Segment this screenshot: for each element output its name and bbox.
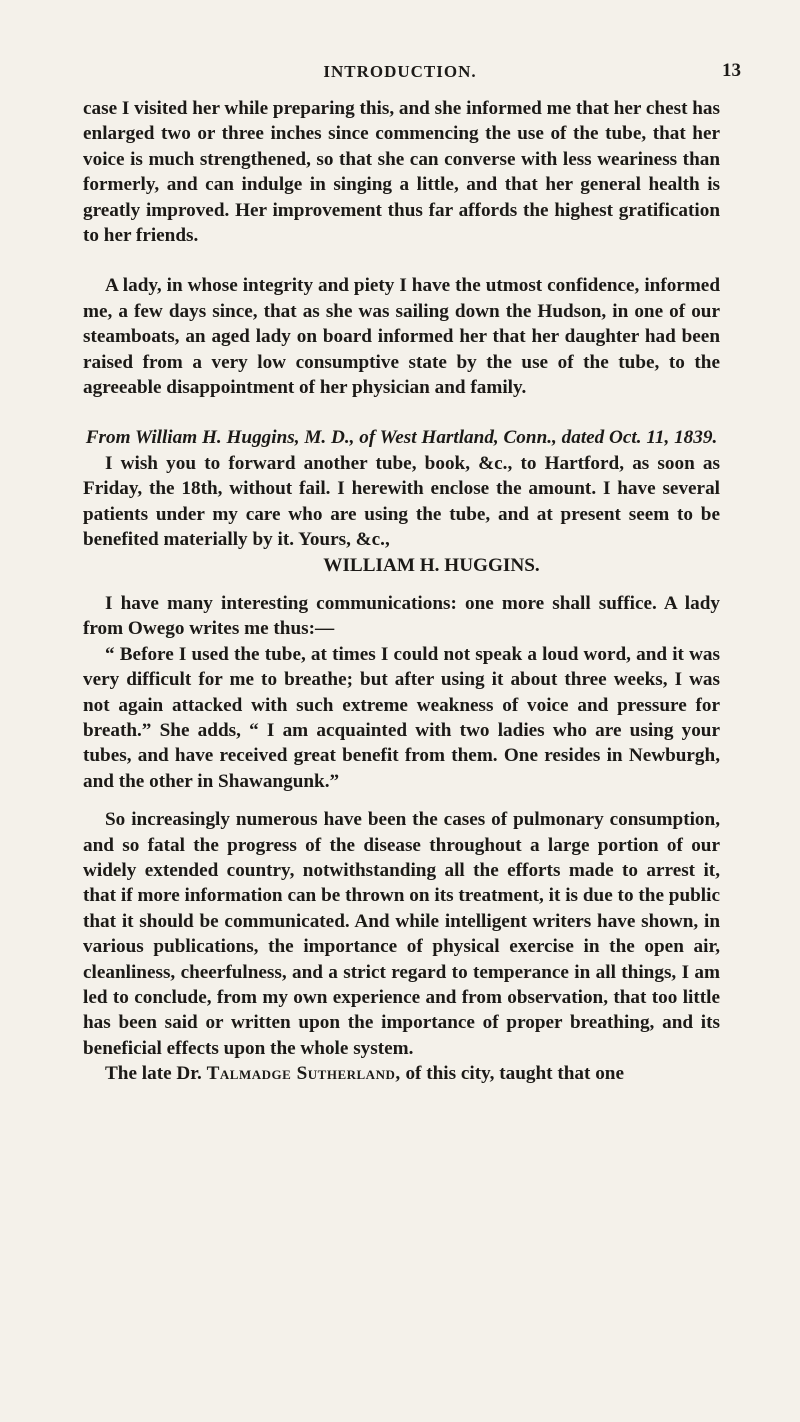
paragraph-owego-quote: “ Before I used the tube, at times I could not speak a loud word, and it was very difficult for me to breathe; but after using it about three weeks, I was not again attacked with such extreme weakness of voice and pressure for breath.” She adds, “ I am acquainted with two ladies who are using your tubes, and have received great benefit from them. One resides in Newburgh, and the other in Shawangunk.” [83, 643, 720, 792]
letter-heading: From William H. Huggins, M. D., of West Hartland, Conn., dated Oct. 11, 1839. [85, 427, 718, 449]
letter-signature: WILLIAM H. HUGGINS. [323, 554, 540, 576]
paragraph-sutherland [83, 1061, 720, 1086]
paragraph-communications: I have many interesting communications: one more shall suffice. A lady from Owego writes me thus:— [83, 592, 720, 640]
body-text [83, 96, 720, 1087]
paragraph-consumption: So increasingly numerous have been the cases of pulmonary consumption, and so fatal the progress of the disease throughout a large portion of our widely extended country, notwithstanding all the efforts made to arrest it, that if more information can be thrown on its treatment, it is due to the public that it should be communicated. And while intelligent writers have shown, in various publications, the importance of physical exercise in the open air, cleanliness, cheerfulness, and a strict regard to temperance in all things, I am led to conclude, from my own experience and from observation, that too little has been said or written upon the importance of proper breathing, and its beneficial effects upon the whole system. [83, 809, 720, 1059]
page-number: 13 [722, 60, 741, 81]
sutherland-lead: The late Dr. [105, 1063, 202, 1085]
running-title: INTRODUCTION. [323, 62, 477, 81]
running-header [0, 60, 800, 90]
paragraph-lady-steamboat: A lady, in whose integrity and piety I have the utmost confidence, informed me, a few days since, that as she was sailing down the Hudson, in one of our steamboats, an aged lady on board informed her that her daughter had been raised from a very low consumptive state by the use of the tube, to the agreeable disappointment of her physician and family. [83, 275, 720, 399]
sutherland-name: Talmadge Sutherland, [206, 1063, 401, 1085]
letter-body: I wish you to forward another tube, book, &c., to Hartford, as soon as Friday, the 18th, without fail. I herewith enclose the amount. I have several patients under my care who are using the tube, and at present seem to be benefited materially by it. Yours, &c., [83, 452, 720, 551]
sutherland-tail: of this city, taught that one [405, 1063, 624, 1085]
paragraph-continuation: case I visited her while preparing this, and she informed me that her chest has enlarged two or three inches since commencing the use of the tube, that her voice is much strengthened, so that she can converse with less weariness than formerly, and can indulge in singing a little, and that her general health is greatly improved. Her improvement thus far affords the highest gratification to her friends. [83, 98, 720, 247]
